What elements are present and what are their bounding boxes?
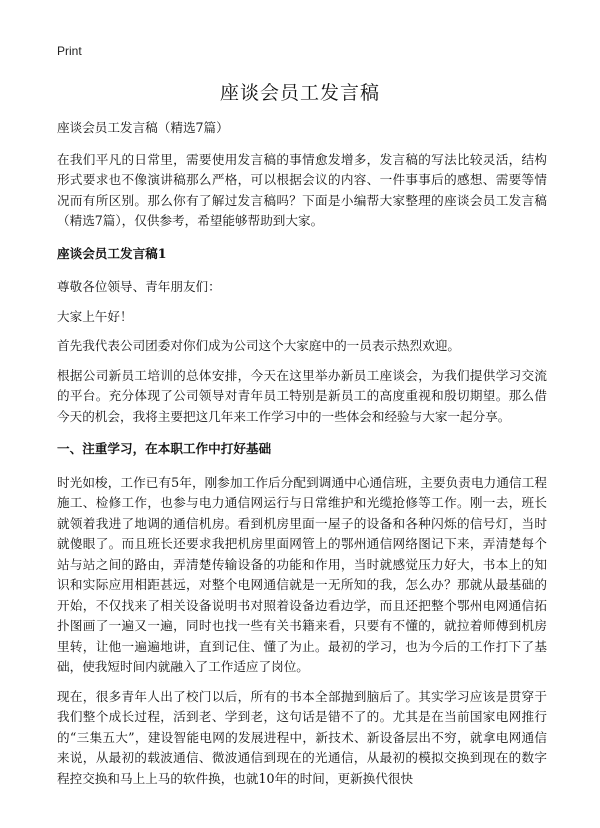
welcome-paragraph: 首先我代表公司团委对你们成为公司这个大家庭中的一员表示热烈欢迎。 (57, 338, 460, 353)
morning-greeting: 大家上午好！ (57, 308, 133, 324)
page-title: 座谈会员工发言稿 (219, 82, 380, 104)
work-experience-paragraph: 时光如梭，工作已有5年，刚参加工作后分配到调通中心通信班，主要负责电力通信工程施工、检修工作，也参与电力通信网运行与日常维护和光缆抢修等工作。刚一去，班长就领着我进了地调的通信机房。看到机房里面一屋子的设备和各种闪烁的信号灯，当时就傻眼了。而且班长还要求我把机房里面网管上的鄂州通信网络图记下来，弄清楚每个站与站之间的路由，弄清楚传输设备的功能和作用，当时就感觉压力好大，书本上的知识和实际应用相距甚远，对整个电网通信就是一无所知的我，怎么办？那就从最基础的开始，不仅找来了相关设备说明书对照着设备边看边学，而且还把整个鄂州电网通信拓扑图画了一遍又一遍，同时也找一些有关书籍来看，只要有不懂的，就拉着师傅到机房里转，让他一遍遍地讲，直到记住、懂了为止。最初的学习，也为今后的工作打下了基础，使我短时间内就融入了工作适应了岗位。 (57, 474, 547, 674)
point-heading: 一、注重学习，在本职工作中打好基础 (57, 441, 272, 456)
learning-paragraph: 现在，很多青年人出了校门以后，所有的书本全部抛到脑后了。其实学习应该是贯穿于我们整个成长过程，活到老、学到老，这句话是错不了的。尤其是在当前国家电网推行的“三集五大”，建设智能电网的发展进程中，新技术、新设备层出不穷，就拿电网通信来说，从最初的载波通信、微波通信到现在的光通信，从最初的模拟交换到现在的数字程控交换和马上上马的软件换，也就10年的时间，更新换代很快 (57, 688, 547, 786)
print-link[interactable]: Print (57, 44, 82, 58)
article-body (57, 118, 547, 798)
greeting-paragraph: 尊敬各位领导、青年朋友们： (57, 279, 221, 294)
arrangement-paragraph: 根据公司新员工培训的总体安排，今天在这里举办新员工座谈会，为我们提供学习交流的平台。充分体现了公司领导对青年员工特别是新员工的高度重视和殷切期望。那么借今天的机会，我将主要把这几年来工作学习中的一些体会和经验与大家一起分享。 (57, 367, 547, 424)
section-heading: 座谈会员工发言稿1 (57, 245, 167, 261)
article-subtitle: 座谈会员工发言稿（精选7篇） (57, 120, 229, 135)
intro-paragraph: 在我们平凡的日常里，需要使用发言稿的事情愈发增多，发言稿的写法比较灵活，结构形式要求也不像演讲稿那么严格，可以根据会议的内容、一件事事后的感想、需要等情况而有所区别。那么你有了解过发言稿吗？下面是小编帮大家整理的座谈会员工发言稿（精选7篇），仅供参考，希望能够帮助到大家。 (57, 151, 547, 228)
